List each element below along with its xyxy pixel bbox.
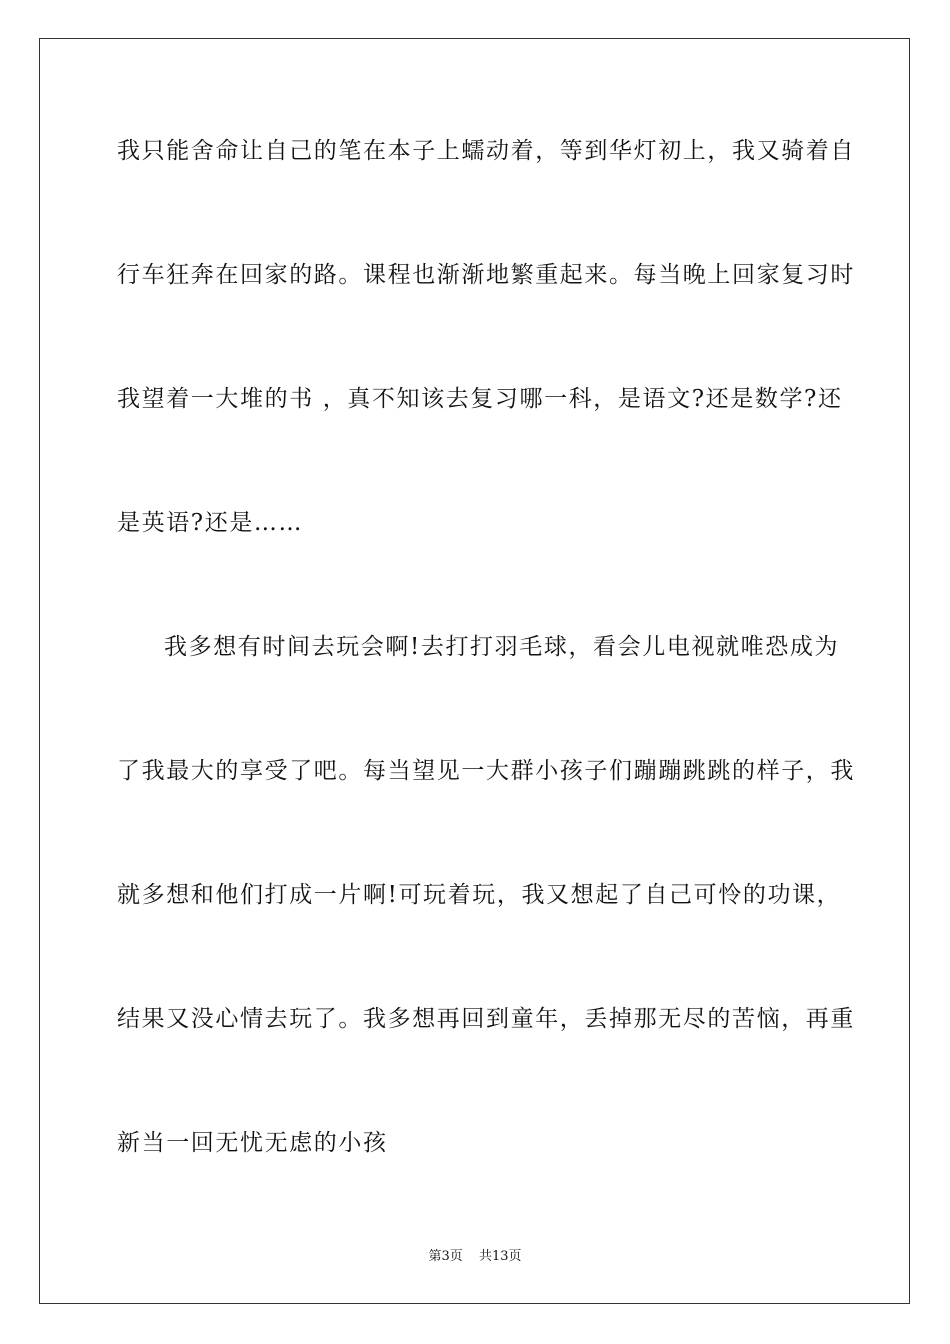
paragraph-line: 行车狂奔在回家的路。课程也渐渐地繁重起来。每当晚上回家复习时 (117, 262, 855, 288)
paragraph-line: 新当一回无忧无虑的小孩 (117, 1130, 388, 1156)
page-number: 第3页 (428, 1249, 463, 1264)
page-footer (0, 1248, 950, 1266)
paragraph-line: 我望着一大堆的书 ，真不知该去复习哪一科，是语文?还是数学?还 (117, 386, 843, 412)
paragraph-line: 是英语?还是…… (117, 510, 304, 536)
paragraph-line: 结果又没心情去玩了。我多想再回到童年，丢掉那无尽的苦恼，再重 (117, 1006, 855, 1032)
paragraph-line: 我只能舍命让自己的笔在本子上蠕动着，等到华灯初上，我又骑着自 (117, 138, 855, 164)
page-total: 共13页 (478, 1249, 522, 1264)
paragraph-line: 了我最大的享受了吧。每当望见一大群小孩子们蹦蹦跳跳的样子，我 (117, 758, 855, 784)
paragraph-line: 我多想有时间去玩会啊!去打打羽毛球，看会儿电视就唯恐成为 (164, 634, 840, 660)
page-border (39, 38, 910, 1304)
paragraph-line: 就多想和他们打成一片啊!可玩着玩，我又想起了自己可怜的功课， (117, 882, 842, 908)
